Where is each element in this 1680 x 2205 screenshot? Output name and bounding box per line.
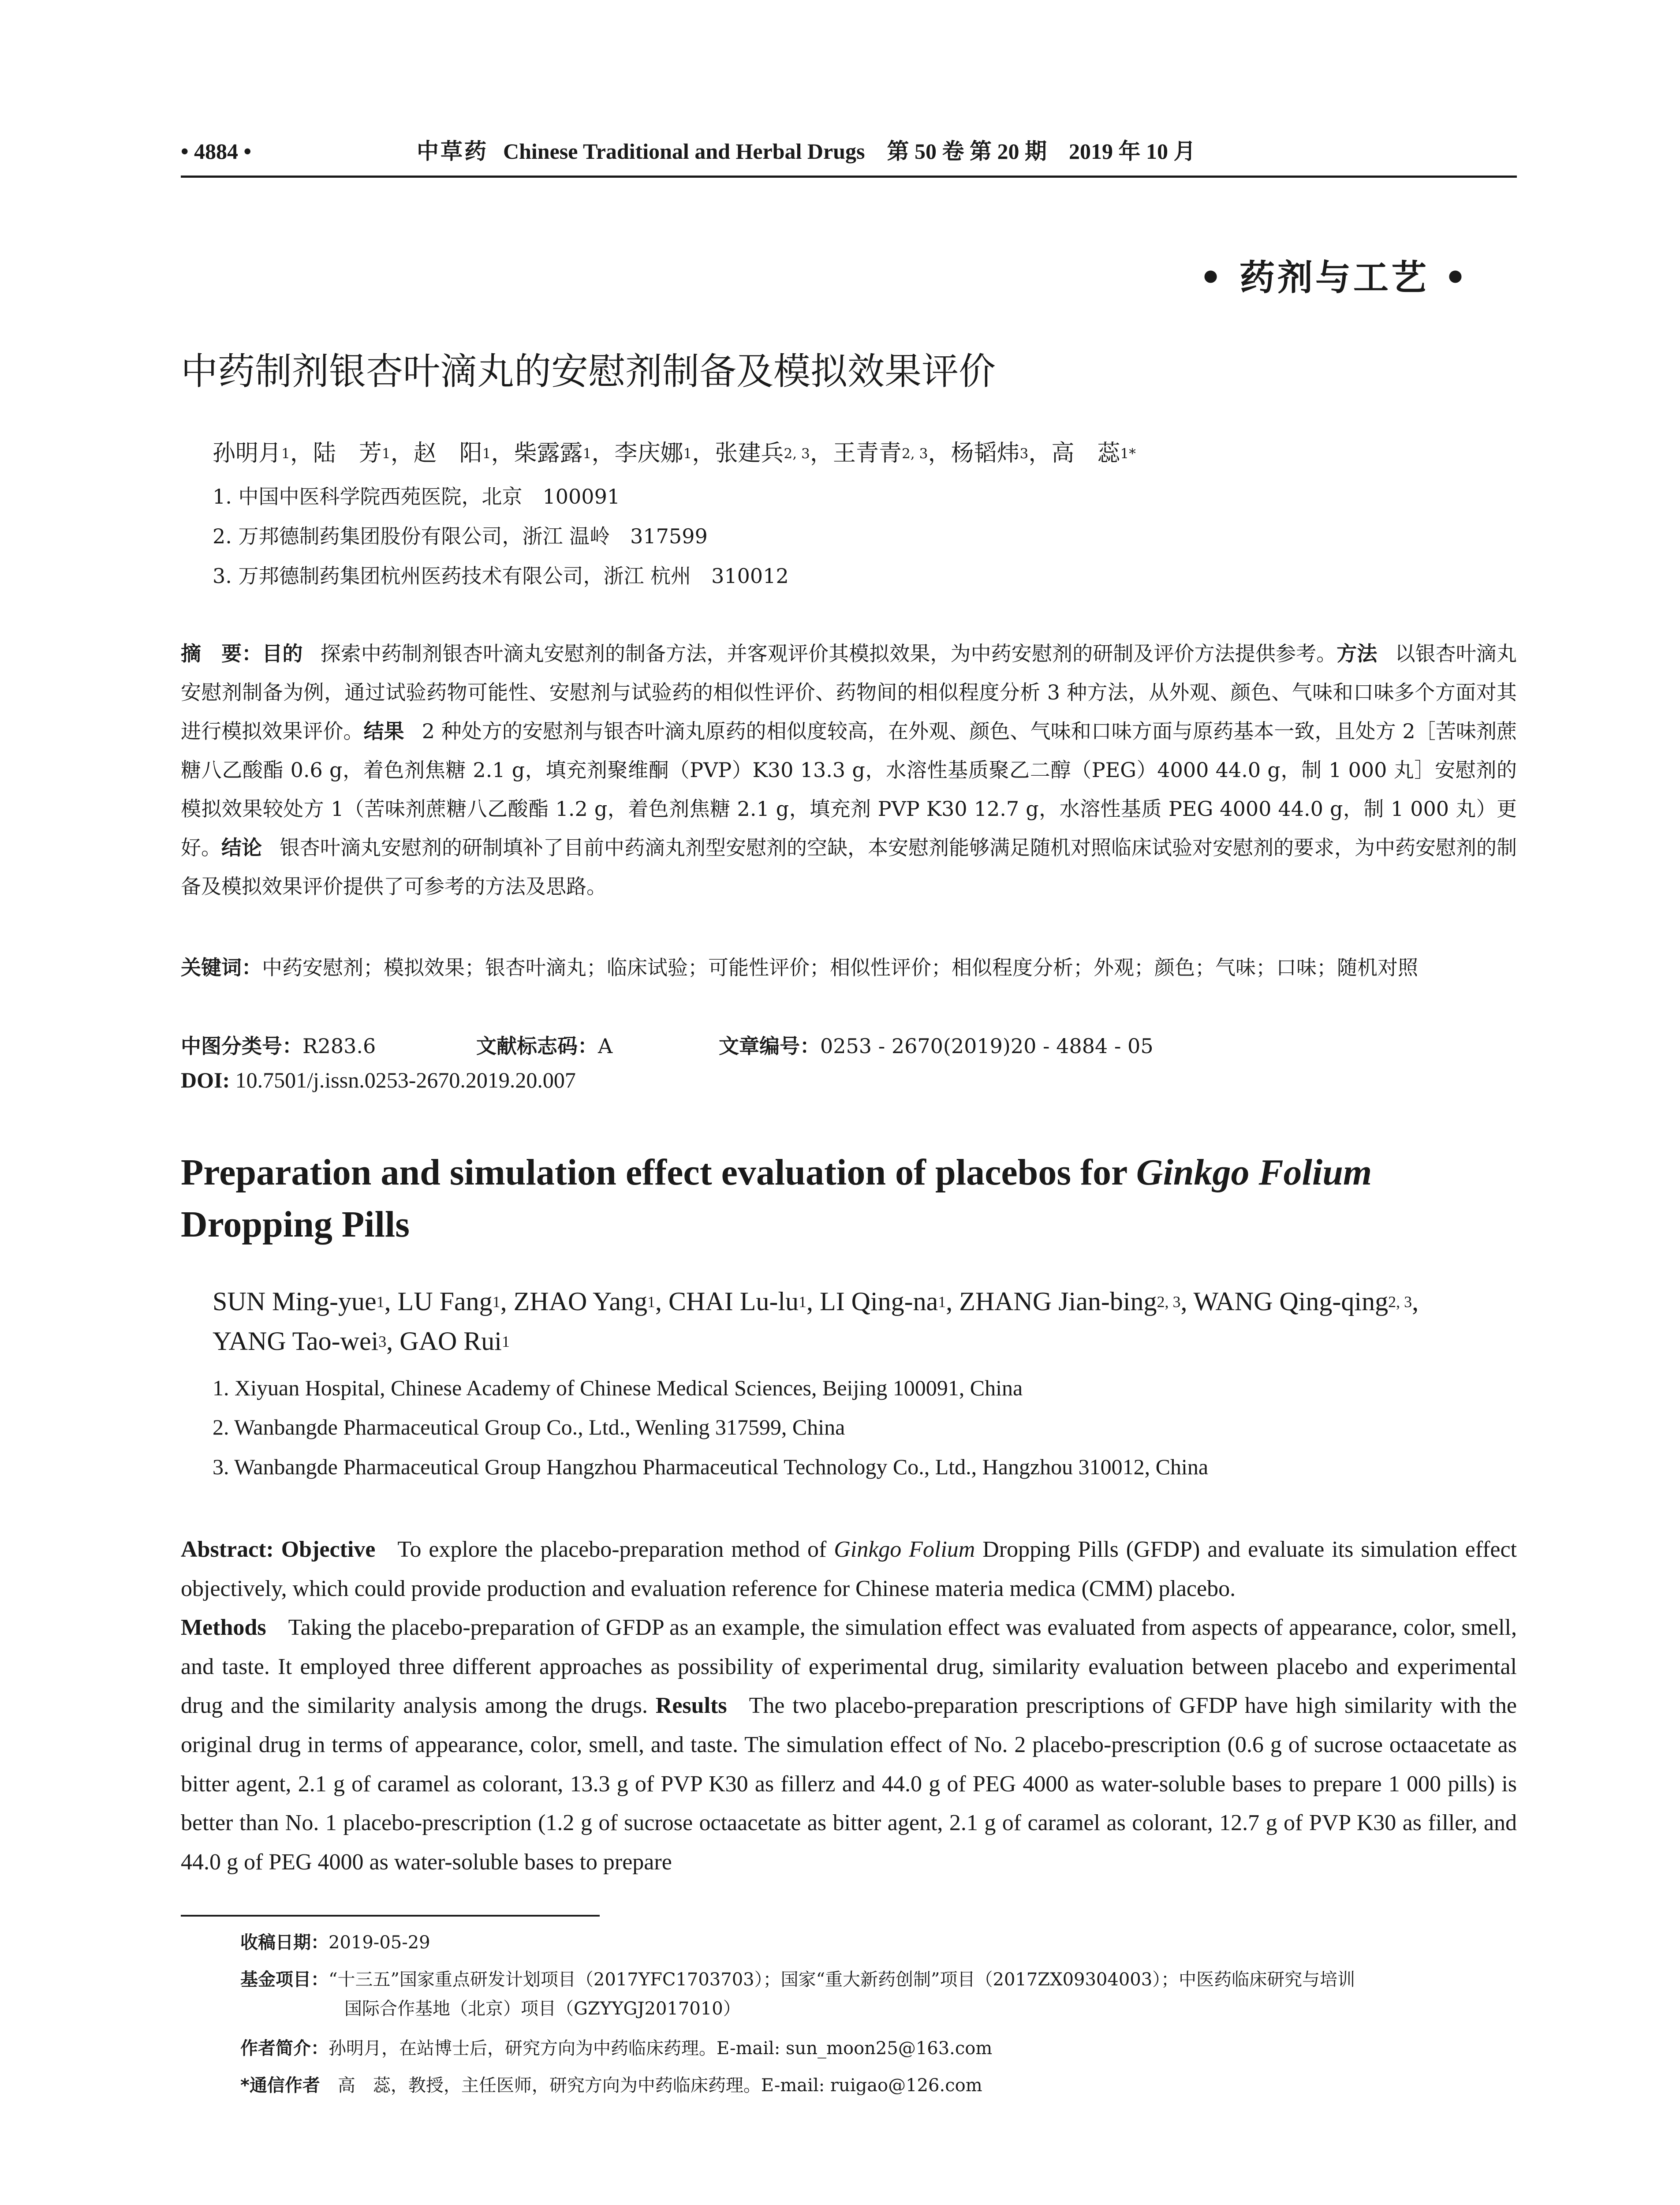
author-affiliation-mark: 2, 3 <box>784 445 810 462</box>
author-name: 高 蕊 <box>1051 440 1120 467</box>
clc-value: R283.6 <box>302 1034 376 1058</box>
en-objective-italic: Ginkgo Folium <box>834 1537 975 1562</box>
author-name: LU Fang <box>397 1287 493 1316</box>
en-results-label: Results <box>655 1693 727 1719</box>
en-objective-label: Objective <box>281 1537 376 1562</box>
author-affiliation-mark: 1 <box>938 1293 946 1311</box>
cn-keywords <box>181 948 1517 987</box>
author-entry <box>213 1287 385 1316</box>
author-name: SUN Ming-yue <box>213 1287 377 1316</box>
en-title <box>181 1147 1517 1251</box>
cn-results-label: 结果 <box>363 719 404 743</box>
footnote-corresponding <box>240 2071 1517 2100</box>
doi-line <box>181 1067 576 1093</box>
corresponding-info: 高 蕊，教授，主任医师，研究方向为中药临床药理。E-mail: ruigao@126.com <box>337 2075 982 2096</box>
author-affiliation-mark: 1 <box>281 445 290 462</box>
journal-name-cn: 中草药 <box>417 138 488 164</box>
cn-conclusion-label: 结论 <box>221 836 262 860</box>
author-info: 孙明月，在站博士后，研究方向为中药临床药理。E-mail: sun_moon25@163.com <box>329 2038 993 2059</box>
author-affiliation-mark: 1 <box>647 1293 656 1311</box>
author-affiliation-mark: 2, 3 <box>901 445 928 462</box>
keywords-text: 中药安慰剂；模拟效果；银杏叶滴丸；临床试验；可能性评价；相似性评价；相似程度分析；外观；颜色；气味；口味；随机对照 <box>262 956 1418 979</box>
author-entry <box>514 440 592 467</box>
author-entry <box>615 440 692 467</box>
page-number: • 4884 • <box>181 139 252 164</box>
header-rule <box>181 176 1517 178</box>
cn-abstract <box>181 634 1517 906</box>
en-methods-label: Methods <box>181 1615 266 1641</box>
author-entry <box>1193 1287 1412 1316</box>
cn-methods-text: 以银杏叶滴丸安慰剂制备为例，通过试验药物可能性、安慰剂与试验药的相似性评价、药物间的相似程度分析 3 种方法，从外观、颜色、气味和口味多个方面对其进行模拟效果评价。 <box>181 642 1517 743</box>
author-entry <box>959 1287 1180 1316</box>
author-name: 柴露露 <box>514 440 583 467</box>
author-entry <box>414 440 491 467</box>
doc-code-label: 文献标志码： <box>476 1034 598 1058</box>
en-affiliation-1: 1. Xiyuan Hospital, Chinese Academy of Chinese Medical Sciences, Beijing 100091, China <box>213 1375 1023 1400</box>
en-affiliation-2: 2. Wanbangde Pharmaceutical Group Co., Ltd., Wenling 317599, China <box>213 1415 845 1439</box>
fund-line-2: 国际合作基地（北京）项目（GZYYGJ2017010） <box>344 1999 741 2019</box>
corresponding-label: *通信作者 <box>240 2075 320 2096</box>
author-affiliation-mark: 1* <box>1120 445 1136 462</box>
cn-affiliation-2: 2. 万邦德制药集团股份有限公司，浙江 温岭 317599 <box>213 524 708 548</box>
clc-label: 中图分类号： <box>181 1034 302 1058</box>
author-name: ZHANG Jian-bing <box>959 1287 1157 1316</box>
author-affiliation-mark: 1 <box>381 445 391 462</box>
cn-affiliation-3: 3. 万邦德制药集团杭州医药技术有限公司，浙江 杭州 310012 <box>213 564 789 588</box>
author-name: 孙明月 <box>213 440 282 467</box>
en-author-list: SUN Ming-yue$^1$, LU Fang$^1$, ZHAO Yang$^1$, CHAI $Lu-lu^1$, LI Qing-$na^1$, ZHANG Jian-bing$^{2, 3}$, WANG Qing-qing$^{2, 3}$, YANG Tao-wei$^3$, GAO Rui$^1$ <box>213 1287 1419 1356</box>
author-name: 赵 阳 <box>413 440 482 467</box>
author-entry <box>820 1287 946 1316</box>
cn-objective-label: 目的 <box>262 642 303 665</box>
author-entry <box>213 1327 386 1356</box>
classification-line <box>181 1030 1154 1059</box>
author-affiliation-mark: 1 <box>482 445 491 462</box>
author-affiliation-mark: 3 <box>378 1332 387 1350</box>
author-entry <box>833 440 928 467</box>
author-name: 王青青 <box>833 440 902 467</box>
author-affiliation-mark: 1 <box>582 445 592 462</box>
author-entry <box>213 440 290 467</box>
footnote-fund <box>240 1965 1517 2023</box>
author-name: WANG Qing-qing <box>1193 1287 1389 1316</box>
author-affiliation-mark: 2, 3 <box>1157 1293 1181 1311</box>
author-name: LI Qing-na <box>820 1287 938 1316</box>
author-entry <box>313 440 391 467</box>
author-entry <box>715 440 810 467</box>
cn-affiliation-1: 1. 中国中医科学院西苑医院，北京 100091 <box>213 485 620 508</box>
en-results-text: The two placebo-preparation prescriptions of GFDP have high similarity with the original drug in terms of appearance, color, smell, and taste. The simulation effect of No. 2 placebo-prescription (0.6 g of sucrose octaacetate as bitter agent, 2.1 g of caramel as colorant, 13.3 g of PVP K30 as fillerz and 44.0 g of PEG 4000 as water-soluble bases to prepare 1 000 pills) is better than No. 1 placebo-prescription (1.2 g of sucrose octaacetate as bitter agent, 2.1 g of caramel as colorant, 12.7 g of PVP K30 as filler, and 44.0 g of PEG 4000 as water-soluble bases to prepare <box>181 1693 1517 1875</box>
cn-title: 中药制剂银杏叶滴丸的安慰剂制备及模拟效果评价 <box>181 350 996 393</box>
author-entry <box>399 1327 510 1356</box>
cn-abstract-label: 摘 要： <box>181 642 262 665</box>
author-affiliation-mark: 1 <box>683 445 692 462</box>
doc-code-value: A <box>598 1034 613 1058</box>
en-methods-text: Taking the placebo-preparation of GFDP as an example, the simulation effect was evaluated from aspects of appearance, color, smell, and taste. It employed three different approaches as possibility of experimental drug, similarity evaluation between placebo and experimental drug and the similarity analysis among the drugs. <box>181 1615 1517 1719</box>
author-entry <box>951 440 1028 467</box>
received-label: 收稿日期： <box>240 1932 329 1953</box>
author-affiliation-mark: 1 <box>492 1293 500 1311</box>
keywords-label: 关键词： <box>181 956 262 979</box>
author-name: GAO Rui <box>399 1327 502 1356</box>
author-name: 杨韬炜 <box>951 440 1020 467</box>
author-label: 作者简介： <box>240 2038 329 2059</box>
author-affiliation-mark: 1 <box>501 1332 510 1350</box>
author-name: 陆 芳 <box>313 440 382 467</box>
fund-label: 基金项目： <box>240 1970 329 1990</box>
cn-conclusion-text: 银杏叶滴丸安慰剂的研制填补了目前中药滴丸剂型安慰剂的空缺，本安慰剂能够满足随机对照临床试验对安慰剂的要求，为中药安慰剂的制备及模拟效果评价提供了可参考的方法及思路。 <box>181 836 1517 898</box>
author-affiliation-mark: 1 <box>799 1293 806 1311</box>
author-entry <box>668 1287 806 1316</box>
author-entry <box>398 1287 500 1316</box>
author-name: 张建兵 <box>715 440 784 467</box>
article-no-value: 0253 - 2670(2019)20 - 4884 - 05 <box>820 1034 1154 1058</box>
author-entry <box>1051 440 1135 467</box>
section-label: • 药剂与工艺 • <box>1199 257 1469 298</box>
en-abstract <box>181 1530 1517 1882</box>
en-title-italic: Ginkgo Folium <box>1136 1152 1372 1193</box>
author-entry <box>514 1287 655 1316</box>
author-name: YANG Tao-wei <box>213 1327 379 1356</box>
article-no-label: 文章编号： <box>719 1034 820 1058</box>
footnote-rule <box>181 1915 600 1917</box>
doi-link[interactable]: 10.7501/j.issn.0253-2670.2019.20.007 <box>235 1068 576 1092</box>
en-title-part2: Dropping Pills <box>181 1204 410 1245</box>
en-objective-text-b: Dropping Pills (GFDP) and evaluate its simulation effect objectively, which could provide production and evaluation reference for Chinese materia medica (CMM) placebo. <box>181 1537 1517 1601</box>
en-title-part1: Preparation and simulation effect evaluation of placebos for <box>181 1152 1136 1193</box>
journal-issue: Chinese Traditional and Herbal Drugs 第 50 卷 第 20 期 2019 年 10 月 <box>503 139 1196 164</box>
cn-methods-label: 方法 <box>1337 642 1378 665</box>
cn-author-list: 孙明月$^1$，陆 芳$^1$，赵 阳$^1$，柴露露$^1$，李庆娜$^1$，张建兵$^{2, 3}$，王青青$^{2, 3}$，杨韬炜$^3$，高 蕊$^{1*}$ <box>213 440 1136 467</box>
author-affiliation-mark: 2, 3 <box>1388 1293 1412 1311</box>
fund-line-1: “十三五”国家重点研发计划项目（2017YFC1703703）；国家“重大新药创制”项目（2017ZX09304003）；中医药临床研究与培训 <box>329 1970 1355 1990</box>
cn-results-text: 2 种处方的安慰剂与银杏叶滴丸原药的相似度较高，在外观、颜色、气味和口味方面与原药基本一致，且处方 2［苦味剂蔗糖八乙酸酯 0.6 g，着色剂焦糖 2.1 g，填充剂聚维酮（PVP）K30 13.3 g，水溶性基质聚乙二醇（PEG）4000 44.0 g，制 1 000 丸］安慰剂的模拟效果较处方 1（苦味剂蔗糖八乙酸酯 1.2 g，着色剂焦糖 2.1 g，填充剂 PVP K30 12.7 g，水溶性基质 PEG 4000 44.0 g，制 1 000 丸）更好。 <box>181 719 1517 860</box>
footnote-received <box>240 1928 1517 1957</box>
en-abstract-label: Abstract: <box>181 1537 274 1562</box>
author-name: ZHAO Yang <box>513 1287 648 1316</box>
journal-info <box>417 140 1195 162</box>
author-affiliation-mark: 3 <box>1019 445 1029 462</box>
cn-objective-text: 探索中药制剂银杏叶滴丸安慰剂的制备方法，并客观评价其模拟效果，为中药安慰剂的研制及评价方法提供参考。 <box>320 642 1337 665</box>
en-affiliation-3: 3. Wanbangde Pharmaceutical Group Hangzhou Pharmaceutical Technology Co., Ltd., Hangzhou 310012, China <box>213 1454 1209 1479</box>
author-affiliation-mark: 1 <box>376 1293 385 1311</box>
footnote-author <box>240 2034 1517 2063</box>
received-date: 2019-05-29 <box>329 1932 430 1953</box>
author-name: CHAI Lu-lu <box>668 1287 799 1316</box>
author-name: 李庆娜 <box>614 440 683 467</box>
doi-label: DOI: <box>181 1068 230 1092</box>
en-objective-text-a: To explore the placebo-preparation method of <box>397 1537 834 1562</box>
